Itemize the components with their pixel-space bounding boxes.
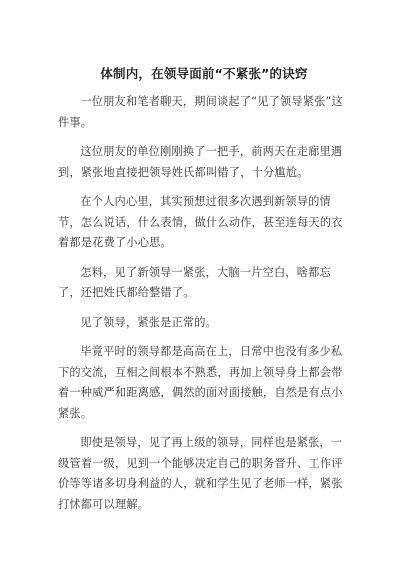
- paragraph: 一位朋友和笔者聊天，期间谈起了“见了领导紧张”这件事。: [58, 95, 343, 129]
- article-title: 体制内，在领导面前“不紧张”的诀窍: [100, 66, 308, 81]
- paragraph: 即使是领导，见了再上级的领导，同样也是紧张，一级管着一级，见到一个能够决定自己的职务晋升、工作评价等等诸多切身利益的人，就和学生见了老师一样，紧张打怵都可以理解。: [58, 436, 343, 511]
- paragraph: 在个人内心里，其实预想过很多次遇到新领导的情节，怎么说话，什么表情，做什么动作，甚至连每天的衣着都是花费了小心思。: [58, 195, 343, 249]
- article-body: [58, 92, 350, 515]
- paragraph: 这位朋友的单位刚刚换了一把手，前两天在走廊里遇到，紧张地直接把领导姓氏都叫错了，十分尴尬。: [58, 145, 343, 179]
- paragraph: 毕竟平时的领导都是高高在上，日常中也没有多少私下的交流，互相之间根本不熟悉，再加上领导身上都会带着一种威严和距离感，偶然的面对面接触，自然是有点小紧张。: [58, 345, 343, 420]
- paragraph: 怎料，见了新领导一紧张，大脑一片空白，啥都忘了，还把姓氏都给整错了。: [58, 265, 331, 299]
- paragraph: 见了领导，紧张是正常的。: [80, 315, 218, 329]
